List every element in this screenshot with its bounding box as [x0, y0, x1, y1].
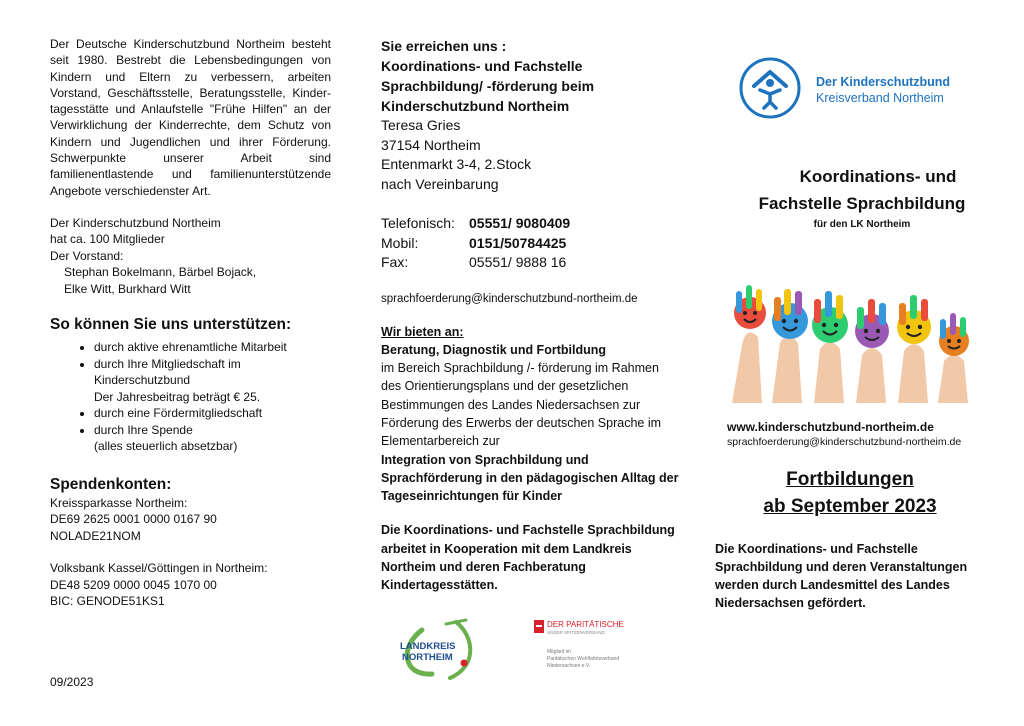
members-line2: hat ca. 100 Mitglieder: [50, 232, 165, 247]
subtitle: für den LK Northeim: [813, 219, 911, 230]
support-item-note: (alles steuerlich absetzbar): [94, 439, 238, 454]
painted-hands-image: [722, 285, 972, 403]
print-date: 09/2023: [50, 675, 94, 689]
mobile-value[interactable]: 0151/50784425: [469, 234, 567, 251]
email-link[interactable]: sprachfoerderung@kinderschutzbund-northeim.de: [381, 292, 638, 305]
offer-heading: Wir bieten an:: [381, 324, 464, 339]
bank2-iban: DE48 5209 0000 0045 1070 00: [50, 577, 217, 592]
paritaetische-emblem-icon: [534, 620, 544, 633]
support-item: • durch Ihre Spende (alles steuerlich absetzbar): [94, 422, 331, 455]
email-link[interactable]: sprachfoerderung@kinderschutzbund-northeim.de: [727, 436, 962, 448]
contact-hours: nach Vereinbarung: [381, 175, 499, 192]
fax-row: [381, 253, 680, 273]
support-item: • durch eine Fördermitgliedschaft: [94, 405, 331, 422]
kinderschutzbund-branch: Kreisverband Northeim: [816, 91, 944, 105]
offer-paragraph: [381, 341, 680, 506]
paritaetische-line1: DER PARITÄTISCHE: [547, 620, 624, 629]
board-label: Der Vorstand:: [50, 248, 124, 263]
contact-name: Teresa Gries: [381, 117, 461, 133]
paritaetische-logo: [534, 620, 634, 680]
bank1-bic: NOLADE21NOM: [50, 528, 141, 543]
title-line1: Koordinations- und: [799, 167, 957, 186]
contact-street: Entenmarkt 3-4, 2.Stock: [381, 156, 532, 172]
support-item-note: Der Jahresbeitrag beträgt € 25.: [94, 389, 261, 404]
bank2-name: Volksbank Kassel/Göttingen in Northeim:: [50, 561, 268, 576]
phone-row: [381, 214, 680, 234]
phone-value[interactable]: 05551/ 9080409: [469, 215, 571, 231]
members-line1: Der Kinderschutzbund Northeim: [50, 215, 221, 230]
reach-heading: Sie erreichen uns :: [381, 38, 507, 54]
offer-bold2: Integration von Sprachbildung und Sprachförderung in den pädagogischen Alltag der Tageseinrichtungen für Kinder: [381, 452, 679, 504]
paritaetische-line4: Paritätischen Wohlfahrtsverband: [547, 656, 620, 662]
support-item: • durch aktive ehrenamtliche Mitarbeit: [94, 339, 331, 356]
bank1-iban: DE69 2625 0001 0000 0167 90: [50, 512, 217, 527]
landkreis-line2: NORTHEIM: [402, 652, 453, 663]
landkreis-logo: [392, 616, 492, 682]
landkreis-line1: LANDKREIS: [400, 641, 456, 652]
right-panel: [700, 0, 1024, 726]
intro-paragraph: Der Deutsche Kinderschutzbund Northeim besteht seit 1980. Bestrebt die Lebensbedingungen von Kindern und Eltern zu verbessern, arbeiten Vorstand, Geschäftsstelle, Beratungsstelle, Kinder-tagesstätte und Anlaufstelle "Frühe Hilfen" an der Verwirklichung der Kinderrechte, dem Schutz von Kindern und Jugendlichen und ihrer Förderung. Schwerpunkte unserer Arbeit sind familienentlastende und familienunterstützende Angebote verschiedenster Art.: [50, 37, 331, 198]
contact-city: 37154 Northeim: [381, 136, 481, 153]
paritaetische-line2: UNSER SPITZENVERBAND: [547, 630, 605, 635]
funding-paragraph: Die Koordinations- und Fachstelle Sprachbildung und deren Veranstaltungen werden durch Landesmittel des Landes Niedersachsen gefördert.: [715, 542, 968, 610]
board-line2: Elke Witt, Burkhard Witt: [64, 281, 191, 296]
phone-label: Telefonisch:: [381, 215, 455, 231]
support-heading: So können Sie uns unterstützen:: [50, 316, 292, 334]
kinderschutzbund-name: Der Kinderschutzbund: [816, 75, 951, 89]
paritaetische-line3: Mitglied im: [547, 649, 571, 655]
accounts-heading: Spendenkonten:: [50, 475, 172, 493]
kinderschutzbund-emblem-icon: [738, 56, 802, 120]
offer-bold1: Beratung, Diagnostik und Fortbildung: [381, 342, 606, 357]
training-line2: ab September 2023: [763, 496, 937, 517]
offer-text: im Bereich Sprachbildung /- förderung im Rahmen des Orientierungsplans und der gesetzlichen Bestimmungen des Landes Niedersachsen zur Förderung des Erwerbs der deutschen Sprache im Elementarbereich zur: [381, 361, 662, 449]
bank1-name: Kreissparkasse Northeim:: [50, 495, 188, 510]
org-line2: Sprachbildung/ -förderung beim: [381, 78, 595, 94]
org-line1: Koordinations- und Fachstelle: [381, 58, 583, 74]
mobile-row: [381, 234, 680, 254]
fax-label: Fax:: [381, 254, 409, 270]
coop-paragraph: Die Koordinations- und Fachstelle Sprachbildung arbeitet in Kooperation mit dem Landkreis Northeim und deren Fachberatung Kindertagesstätten.: [381, 523, 675, 593]
bank2-bic: BIC: GENODE51KS1: [50, 594, 165, 609]
training-line1: Fortbildungen: [786, 469, 914, 490]
support-item: • durch Ihre Mitgliedschaft im Kinderschutzbund Der Jahresbeitrag beträgt € 25.: [94, 356, 331, 406]
support-list: [50, 339, 331, 455]
board-line1: Stephan Bokelmann, Bärbel Bojack,: [64, 265, 257, 280]
website-link[interactable]: www.kinderschutzbund-northeim.de: [727, 420, 934, 434]
title-line2: Fachstelle Sprachbildung: [758, 194, 966, 213]
paritaetische-line5: Niedersachsen e.V.: [547, 663, 591, 669]
kinderschutzbund-logo: [738, 56, 1018, 120]
left-panel: [0, 0, 355, 726]
org-line3: Kinderschutzbund Northeim: [381, 98, 570, 114]
mobile-label: Mobil:: [381, 234, 419, 251]
fax-value: 05551/ 9888 16: [469, 254, 567, 270]
